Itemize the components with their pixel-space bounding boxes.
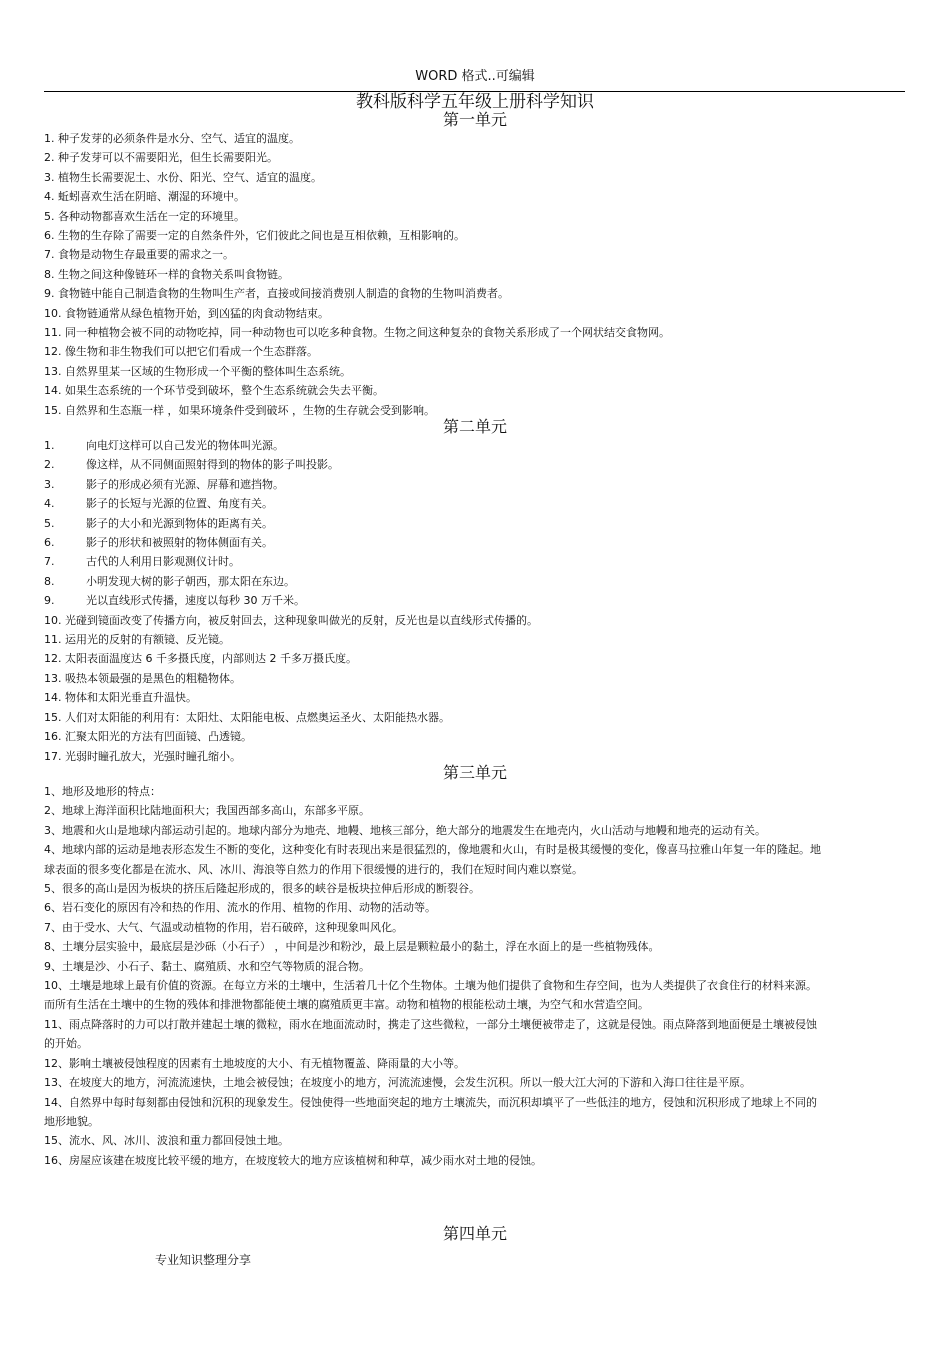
item-text: 像生物和非生物我们可以把它们看成一个生态群落。 — [65, 345, 318, 359]
item-text: 光弱时瞳孔放大，光强时瞳孔缩小。 — [65, 749, 241, 763]
item-text: 由于受水、大气、气温或动植物的作用，岩石破碎，这种现象叫风化。 — [62, 920, 403, 934]
list-item — [44, 879, 826, 898]
item-number: 12、 — [44, 1056, 69, 1070]
list-item — [44, 957, 826, 976]
item-text: 自然界和生态瓶一样 ，如果环境条件受到破坏 ，生物的生存就会受到影响。 — [65, 403, 435, 417]
item-text: 影子的长短与光源的位置、角度有关。 — [86, 497, 273, 511]
list-item — [44, 436, 834, 455]
item-number: 12. — [44, 652, 62, 666]
item-number: 1. — [44, 132, 55, 145]
unit-1-title: 第一单元 — [442, 110, 507, 129]
list-item — [44, 918, 826, 937]
list-item — [44, 284, 834, 303]
list-item — [44, 342, 834, 361]
item-text: 地形及地形的特点： — [62, 785, 161, 798]
item-text: 小明发现大树的影子朝西，那太阳在东边。 — [86, 574, 295, 588]
list-item — [44, 727, 834, 746]
list-item — [44, 187, 834, 206]
unit-2-title: 第二单元 — [442, 417, 507, 436]
item-number: 9. — [44, 287, 55, 301]
list-item — [44, 381, 834, 400]
list-item — [44, 1131, 826, 1150]
item-number: 8、 — [44, 940, 62, 954]
item-number: 6. — [44, 229, 55, 243]
item-text: 太阳表面温度达 6 千多摄氏度，内部则达 2 千多万摄氏度。 — [65, 652, 357, 666]
item-text: 流水、风、冰川、波浪和重力都回侵蚀土地。 — [69, 1134, 289, 1148]
item-text: 食物链中能自己制造食物的生物叫生产者，直接或间接消费别人制造的食物的生物叫消费者。 — [58, 287, 509, 301]
list-item — [44, 591, 834, 610]
item-number: 7、 — [44, 920, 62, 934]
list-item — [44, 265, 834, 284]
list-item — [44, 630, 834, 649]
item-text: 很多的高山是因为板块的挤压后隆起形成的，很多的峡谷是板块拉伸后形成的断裂谷。 — [62, 882, 480, 896]
page-header: WORD 格式..可编辑 — [415, 69, 535, 84]
item-number: 4. — [44, 190, 55, 204]
item-number: 3. — [44, 170, 55, 184]
list-item — [44, 801, 826, 820]
item-number: 10. — [44, 613, 62, 627]
item-number: 16、 — [44, 1153, 69, 1167]
list-item — [44, 362, 834, 381]
item-text: 物体和太阳光垂直升温快。 — [65, 691, 197, 705]
item-number: 5. — [44, 209, 55, 223]
item-number: 11. — [44, 326, 62, 340]
list-item — [44, 708, 834, 727]
item-number: 1、 — [44, 785, 62, 798]
item-text: 蚯蚓喜欢生活在阴暗、潮湿的环境中。 — [58, 190, 245, 204]
list-item — [44, 1073, 826, 1092]
list-item — [44, 245, 834, 264]
item-number: 14. — [44, 691, 62, 705]
list-item — [44, 611, 834, 630]
item-number: 16. — [44, 730, 62, 744]
item-text: 影子的形成必须有光源、屏幕和遮挡物。 — [86, 477, 284, 491]
item-number: 15. — [44, 403, 62, 417]
item-number: 4、 — [44, 843, 62, 857]
item-text: 土壤是沙、小石子、黏土、腐殖质、水和空气等物质的混合物。 — [62, 959, 370, 973]
item-text: 像这样，从不同侧面照射得到的物体的影子叫投影。 — [86, 458, 339, 472]
item-text: 吸热本领最强的是黑色的粗糙物体。 — [65, 671, 241, 685]
list-item — [44, 168, 834, 187]
item-number: 14、 — [44, 1095, 69, 1109]
item-number: 2、 — [44, 804, 62, 818]
list-item — [44, 937, 826, 956]
item-text: 雨点降落时的力可以打散并建起土壤的微粒，雨水在地面流动时，携走了这些微粒，一部分土壤便被带走了，这就是侵蚀。雨点降落到地面便是土壤被侵蚀的开始。 — [44, 1017, 817, 1051]
item-number: 8. — [44, 574, 55, 588]
document-title: 教科版科学五年级上册科学知识 — [356, 92, 594, 112]
list-item — [44, 669, 834, 688]
list-item — [44, 976, 826, 1015]
item-number: 15、 — [44, 1134, 69, 1148]
list-item — [44, 649, 834, 668]
item-number: 13. — [44, 364, 62, 378]
item-text: 如果生态系统的一个环节受到破坏，整个生态系统就会失去平衡。 — [65, 384, 384, 398]
item-text: 同一种植物会被不同的动物吃掉，同一种动物也可以吃多种食物。生物之间这种复杂的食物关系形成了一个网状结交食物网。 — [65, 326, 670, 340]
list-item — [44, 304, 834, 323]
item-text: 各种动物都喜欢生活在一定的环境里。 — [58, 209, 245, 223]
item-text: 汇聚太阳光的方法有凹面镜、凸透镜。 — [65, 730, 252, 744]
item-text: 房屋应该建在坡度比较平缓的地方，在坡度较大的地方应该植树和种草，减少雨水对土地的侵蚀。 — [69, 1153, 542, 1167]
list-item — [44, 840, 826, 879]
item-number: 8. — [44, 267, 55, 281]
item-text: 古代的人利用日影观测仪计时。 — [86, 555, 240, 569]
item-text: 运用光的反射的有额镜、反光镜。 — [65, 633, 230, 647]
item-text: 向电灯这样可以自己发光的物体叫光源。 — [86, 439, 284, 452]
item-text: 人们对太阳能的利用有：太阳灶、太阳能电板、点燃奥运圣火、太阳能热水器。 — [65, 710, 450, 724]
item-text: 种子发芽可以不需要阳光，但生长需要阳光。 — [58, 151, 278, 165]
page-footer: 专业知识整理分享 — [155, 1253, 252, 1267]
item-number: 2. — [44, 458, 55, 472]
item-text: 影子的形状和被照射的物体侧面有关。 — [86, 536, 273, 550]
item-text: 岩石变化的原因有冷和热的作用、流水的作用、植物的作用、动物的活动等。 — [62, 901, 436, 915]
item-number: 13、 — [44, 1076, 69, 1090]
item-text: 生物的生存除了需要一定的自然条件外，它们彼此之间也是互相依赖，互相影响的。 — [58, 229, 465, 243]
list-item — [44, 207, 834, 226]
item-number: 1. — [44, 439, 55, 452]
item-number: 12. — [44, 345, 62, 359]
list-item — [44, 455, 834, 474]
unit-3-list — [44, 782, 826, 1170]
item-number: 11. — [44, 633, 62, 647]
list-item — [44, 1093, 826, 1132]
item-text: 食物是动物生存最重要的需求之一。 — [58, 248, 234, 262]
list-item — [44, 782, 826, 801]
item-text: 自然界里某一区域的生物形成一个平衡的整体叫生态系统。 — [65, 364, 351, 378]
list-item — [44, 129, 834, 148]
list-item — [44, 514, 834, 533]
item-number: 10. — [44, 306, 62, 320]
item-text: 影子的大小和光源到物体的距离有关。 — [86, 516, 273, 530]
item-number: 3、 — [44, 823, 62, 837]
list-item — [44, 572, 834, 591]
item-text: 生物之间这种像链环一样的食物关系叫食物链。 — [58, 267, 289, 281]
list-item — [44, 821, 826, 840]
item-number: 9、 — [44, 959, 62, 973]
item-text: 土壤是地球上最有价值的资源。在每立方米的土壤中，生活着几十亿个生物体。土壤为他们提供了食物和生存空间，也为人类提供了衣食住行的材料来源。而所有生活在土壤中的生物的残体和排泄物都能使土壤的腐殖质更丰富。动物和植物的根能松动土壤，为空气和水营造空间。 — [44, 979, 817, 1012]
item-number: 6、 — [44, 901, 62, 915]
item-number: 2. — [44, 151, 55, 165]
item-text: 影响土壤被侵蚀程度的因素有土地坡度的大小、有无植物覆盖、降雨量的大小等。 — [69, 1056, 465, 1070]
item-number: 6. — [44, 536, 55, 550]
item-text: 光以直线形式传播，速度以每秒 30 万千米。 — [86, 594, 305, 608]
item-number: 9. — [44, 594, 55, 608]
item-text: 在坡度大的地方，河流流速快，土地会被侵蚀；在坡度小的地方，河流流速慢，会发生沉积。所以一般大江大河的下游和入海口往往是平原。 — [69, 1076, 751, 1090]
list-item — [44, 533, 834, 552]
item-text: 种子发芽的必须条件是水分、空气、适宜的温度。 — [58, 132, 300, 145]
unit-1-list — [44, 129, 834, 420]
item-number: 7. — [44, 555, 55, 569]
item-text: 地震和火山是地球内部运动引起的。地球内部分为地壳、地幔、地核三部分，绝大部分的地震发生在地壳内，火山活动与地幔和地壳的运动有关。 — [62, 823, 766, 837]
unit-3-title: 第三单元 — [442, 763, 507, 782]
item-text: 地球上海洋面积比陆地面积大；我国西部多高山，东部多平原。 — [62, 804, 370, 818]
item-text: 地球内部的运动是地表形态发生不断的变化，这种变化有时表现出来是很猛烈的，像地震和火山，有时是极其缓慢的变化，像喜马拉雅山年复一年的隆起。地球表面的很多变化都是在流水、风、冰川、海浪等自然力的作用下很缓慢的进行的，我们在短时间内难以察觉。 — [44, 843, 821, 876]
item-number: 17. — [44, 749, 62, 763]
list-item — [44, 1054, 826, 1073]
item-number: 7. — [44, 248, 55, 262]
item-text: 自然界中每时每刻都由侵蚀和沉积的现象发生。侵蚀使得一些地面突起的地方土壤流失，而沉积却填平了一些低洼的地方，侵蚀和沉积形成了地球上不同的地形地貌。 — [44, 1095, 817, 1128]
list-item — [44, 1015, 826, 1054]
unit-2-list — [44, 436, 834, 766]
list-item — [44, 148, 834, 167]
item-text: 光碰到镜面改变了传播方向，被反射回去，这种现象叫做光的反射，反光也是以直线形式传播的。 — [65, 613, 538, 627]
item-number: 5、 — [44, 882, 62, 896]
item-number: 10、 — [44, 979, 69, 993]
item-number: 5. — [44, 516, 55, 530]
list-item — [44, 1151, 826, 1170]
list-item — [44, 226, 834, 245]
item-number: 3. — [44, 477, 55, 491]
list-item — [44, 552, 834, 571]
item-number: 11、 — [44, 1017, 69, 1031]
unit-4-title: 第四单元 — [442, 1224, 507, 1243]
list-item — [44, 494, 834, 513]
list-item — [44, 475, 834, 494]
item-text: 植物生长需要泥土、水份、阳光、空气、适宜的温度。 — [58, 170, 322, 184]
item-text: 食物链通常从绿色植物开始，到凶猛的肉食动物结束。 — [65, 306, 329, 320]
item-number: 4. — [44, 497, 55, 511]
item-number: 15. — [44, 710, 62, 724]
item-number: 13. — [44, 671, 62, 685]
list-item — [44, 323, 834, 342]
list-item — [44, 898, 826, 917]
item-text: 土壤分层实验中，最底层是沙砾（小石子） ，中间是沙和粉沙，最上层是颗粒最小的黏土，浮在水面上的是一些植物残体。 — [62, 940, 660, 954]
item-number: 14. — [44, 384, 62, 398]
list-item — [44, 688, 834, 707]
